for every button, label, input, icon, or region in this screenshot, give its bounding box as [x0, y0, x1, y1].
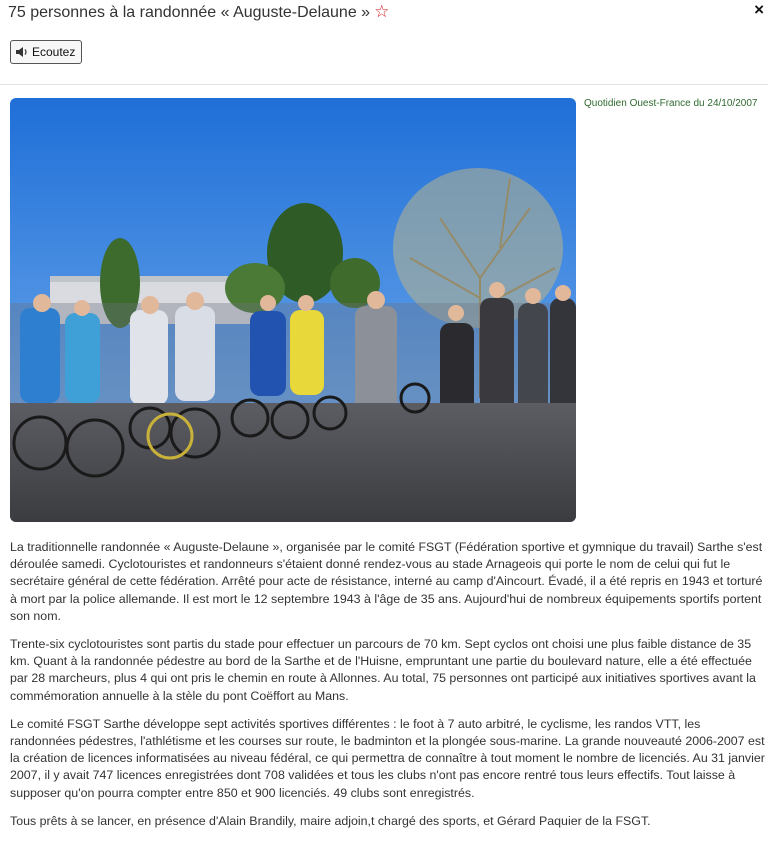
listen-label: Ecoutez [32, 45, 76, 59]
article-paragraph: Trente-six cyclotouristes sont partis du stade pour effectuer un parcours de 70 km. Sept cyclos ont choisi une plus faible distance de 35 km. Quant à la randonnée pédestre au bord de la Sarthe et de l'Huisne, empruntant une partie du boulevard nature, elle a été effectuée par 28 marcheurs, plus 4 qui ont pris le chemin en route à Allonnes. Au total, 75 personnes ont participé aux initiatives sportives avant la commémoration annuelle à la stèle du pont Coëffort au Mans. [10, 637, 756, 703]
header-divider [0, 84, 768, 85]
speaker-icon [15, 46, 28, 58]
group-of-cyclists-photo [10, 98, 576, 522]
article-paragraph: Le comité FSGT Sarthe développe sept activités sportives différentes : le foot à 7 auto arbitré, le cyclisme, les randos VTT, les randonnées pédestres, l'athlétisme et les courses sur route, le badminton et la plongée sous-marine. La grande nouveauté 2006-2007 est la création de licences informatisées au niveau fédéral, ce qui permettra de connaître à tout moment le nombre de licenciés. Au 31 janvier 2007, il y avait 747 licences enregistrées dont 708 validées et tous les clubs n'ont pas encore rentré tous leurs effectifs. Tout laisse à supposer qu'on pourra compter entre 850 et 900 licenciés. 49 clubs sont enregistrés. [10, 716, 765, 800]
page-title [8, 2, 389, 22]
group-photo [10, 98, 576, 522]
article-paragraph: La traditionnelle randonnée « Auguste-Delaune », organisée par le comité FSGT (Fédération sportive et gymnique du travail) Sarthe s'est déroulée samedi. Cyclotouristes et randonneurs s'étaient donné rendez-vous au stade Arnageois qui porte le nom de celui qui fut le secrétaire général de cette fédération. Arrêté pour acte de résistance, interné au camp d'Aincourt. Évadé, il a été repris en 1943 et torturé à mort par la police allemande. Il est mort le 12 septembre 1943 à l'âge de 35 ans. Aujourd'hui de nombreux équipements sportifs portent son nom. [10, 540, 763, 623]
close-icon[interactable]: × [754, 0, 764, 19]
star-outline-icon[interactable]: ☆ [374, 2, 390, 21]
source-credit: Quotidien Ouest-France du 24/10/2007 [584, 98, 758, 109]
listen-button[interactable] [10, 40, 82, 64]
article-title: 75 personnes à la randonnée « Auguste-Delaune » [8, 4, 371, 21]
article-body [10, 539, 765, 841]
article-paragraph: Tous prêts à se lancer, en présence d'Alain Brandily, maire adjoin,t chargé des sports, et Gérard Paquier de la FSGT. [10, 813, 651, 828]
